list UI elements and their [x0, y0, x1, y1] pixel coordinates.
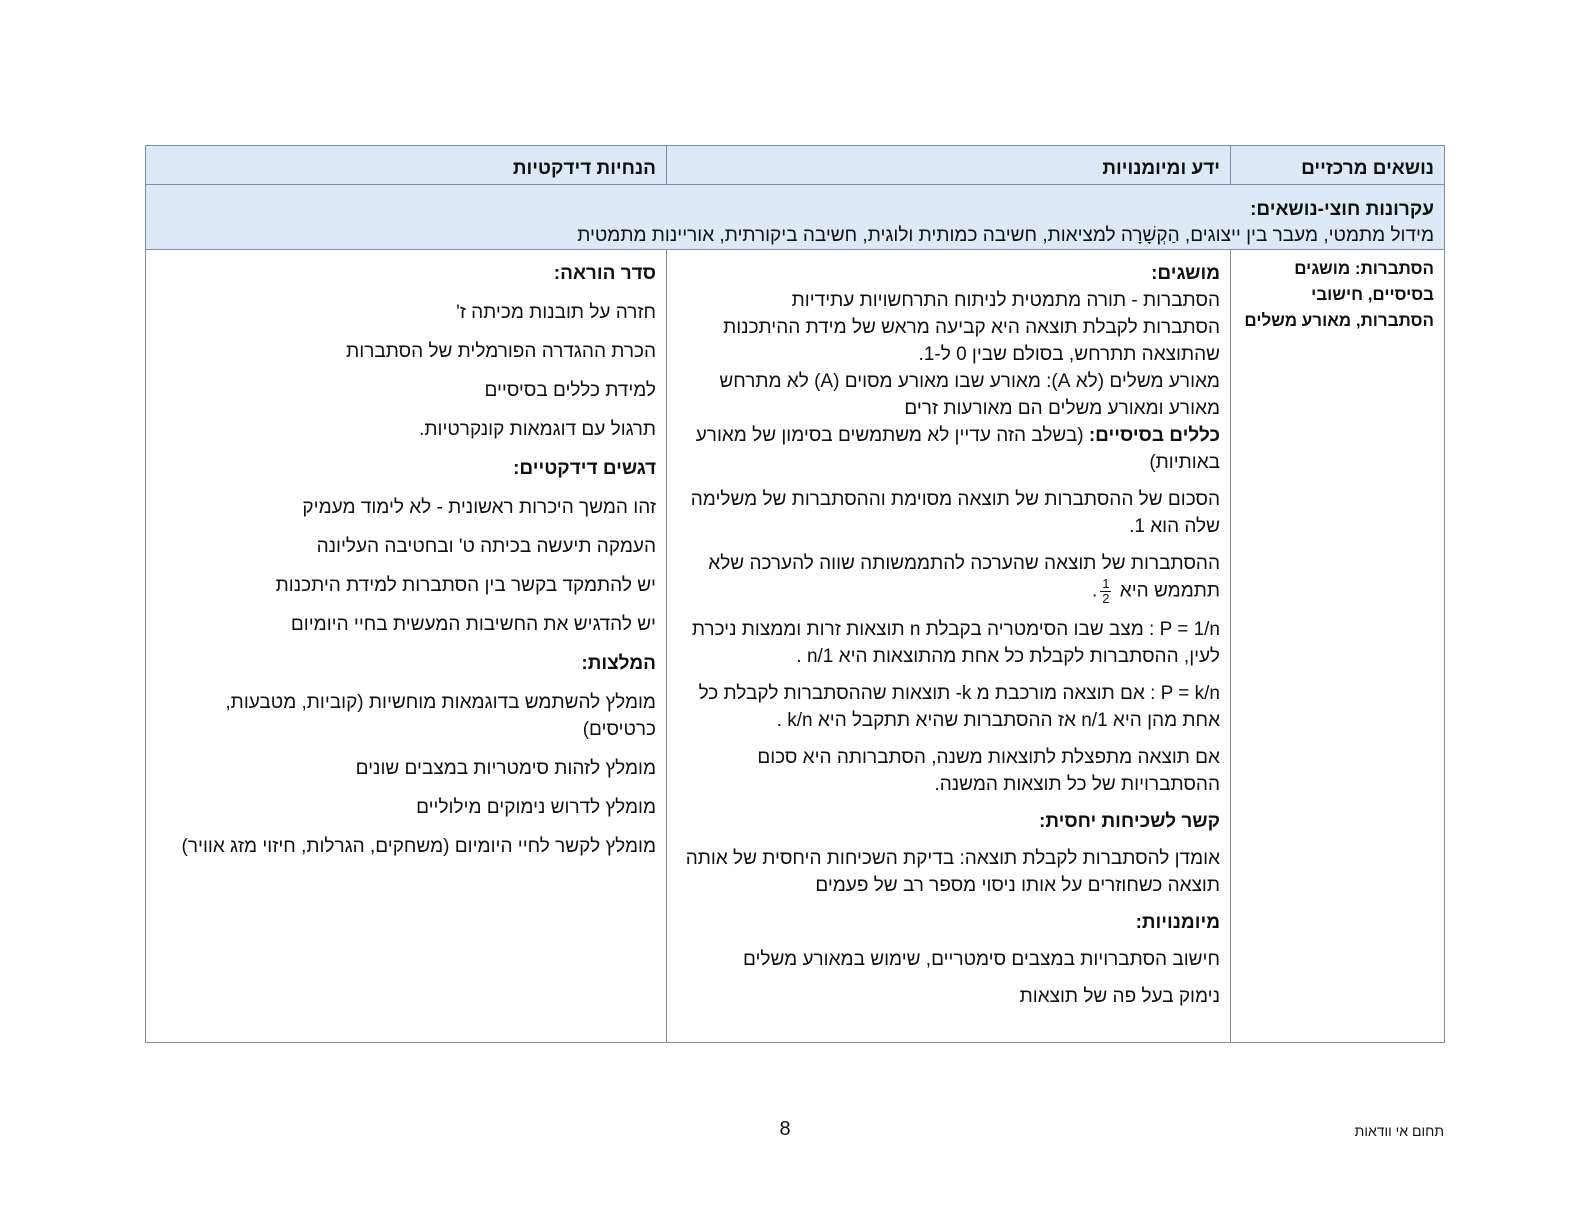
page-number: 8 [779, 1118, 791, 1140]
frequency-text: אומדן להסתברות לקבלת תוצאה: בדיקת השכיחות היחסית של אותה תוצאה כשחוזרים על אותו ניסוי מספר רב של פעמים [685, 848, 1220, 896]
emphasis-2: העמקה תיעשה בכיתה ט' ובחטיבה העליונה [316, 536, 656, 557]
table-body-row [146, 250, 1445, 1043]
rule-2-text: ההסתברות של תוצאה שהערכה להתממשותה שווה להערכה שלא תתממש היא [708, 553, 1220, 602]
table-header-row [146, 146, 1445, 185]
cross-topic-text: מידול מתמטי, מעבר בין ייצוגים, הַקְשָׁרָה למציאות, חשיבה כמותית ולוגית, חשיבה ביקורתית, אוריינות מתמטית [577, 225, 1434, 246]
skill-1: חישוב הסתברויות במצבים סימטריים, שימוש במאורע משלים [742, 949, 1220, 970]
didactic-cell [146, 250, 667, 1043]
knowledge-cell [667, 250, 1231, 1043]
recommendations-title: המלצות: [581, 653, 656, 674]
teaching-order-title: סדר הוראה: [553, 263, 656, 284]
emphasis-1: זהו המשך היכרות ראשונית - לא לימוד מעמיק [302, 497, 656, 518]
concept-3: מאורע משלים (לא A): מאורע שבו מאורע מסוים (A) לא מתרחש [719, 371, 1220, 392]
recommendation-4: מומלץ לקשר לחיי היומיום (משחקים, הגרלות, חיזוי מזג אוויר) [181, 836, 656, 857]
frequency-title: קשר לשכיחות יחסית: [1039, 811, 1220, 832]
cross-topic-cell [146, 185, 1445, 250]
emphasis-title: דגשים דידקטיים: [513, 458, 656, 479]
teaching-order-2: הכרת ההגדרה הפורמלית של הסתברות [346, 341, 656, 362]
rules-paragraph [677, 422, 1220, 476]
concept-1: הסתברות - תורה מתמטית לניתוח התרחשויות עתידיות [791, 290, 1220, 311]
teaching-order-4: תרגול עם דוגמאות קונקרטיות. [419, 419, 656, 440]
cross-topic-row [146, 185, 1445, 250]
recommendation-1: מומלץ להשתמש בדוגמאות מוחשיות (קוביות, מטבעות, כרטיסים) [225, 692, 656, 740]
teaching-order-3: למידת כללים בסיסיים [484, 380, 656, 401]
rule-3: P = 1/n : מצב שבו הסימטריה בקבלת n תוצאות זרות וממצות ניכרת לעין, ההסתברות לקבלת כל אחת מהתוצאות היא 1/n . [691, 619, 1220, 667]
emphasis-4: יש להדגיש את החשיבות המעשית בחיי היומיום [290, 614, 656, 635]
recommendation-2: מומלץ לזהות סימטריות במצבים שונים [355, 758, 656, 779]
rule-2 [677, 550, 1220, 606]
header-topics: נושאים מרכזיים [1231, 146, 1445, 185]
teaching-order-1: חזרה על תובנות מכיתה ז' [456, 302, 656, 323]
footer-title: תחום אי וודאות [1354, 1123, 1444, 1139]
rule-5: אם תוצאה מתפצלת לתוצאות משנה, הסתברותה היא סכום ההסתברויות של כל תוצאות המשנה. [757, 747, 1220, 795]
concept-2: הסתברות לקבלת תוצאה היא קביעה מראש של מידת ההיתכנות שהתוצאה תתרחש, בסולם שבין 0 ל-1. [723, 317, 1220, 365]
cross-topic-title: עקרונות חוצי-נושאים: [1250, 199, 1434, 220]
rules-note: (בשלב הזה עדיין לא משתמשים בסימון של מאורע באותיות) [695, 425, 1220, 473]
concepts-title: מושגים: [1151, 263, 1220, 284]
recommendation-3: מומלץ לדרוש נימוקים מילוליים [416, 797, 656, 818]
fraction-denominator: 2 [1102, 591, 1110, 606]
header-knowledge: ידע ומיומנויות [667, 146, 1231, 185]
header-didactic: הנחיות דידקטיות [146, 146, 667, 185]
skills-title: מיומנויות: [1135, 912, 1220, 933]
concept-4: מאורע ומאורע משלים הם מאורעות זרים [904, 398, 1220, 419]
skill-2: נימוק בעל פה של תוצאות [1019, 986, 1220, 1007]
curriculum-table [145, 145, 1445, 1043]
rule-4: P = k/n : אם תוצאה מורכבת מ k- תוצאות שההסתברות לקבלת כל אחת מהן היא 1/n אז ההסתברות שהיא תתקבל היא k/n . [698, 683, 1220, 731]
fraction-numerator: 1 [1102, 576, 1110, 591]
one-half-fraction [1100, 577, 1111, 606]
rule-1: הסכום של ההסתברות של תוצאה מסוימת וההסתברות של משלימה שלה הוא 1. [690, 489, 1220, 537]
emphasis-3: יש להתמקד בקשר בין הסתברות למידת היתכנות [275, 575, 656, 596]
topic-cell: הסתברות: מושגים בסיסיים, חישובי הסתברות, מאורע משלים [1231, 250, 1445, 1043]
rules-title: כללים בסיסיים: [1088, 425, 1220, 446]
rule-2-end: . [1091, 580, 1098, 602]
